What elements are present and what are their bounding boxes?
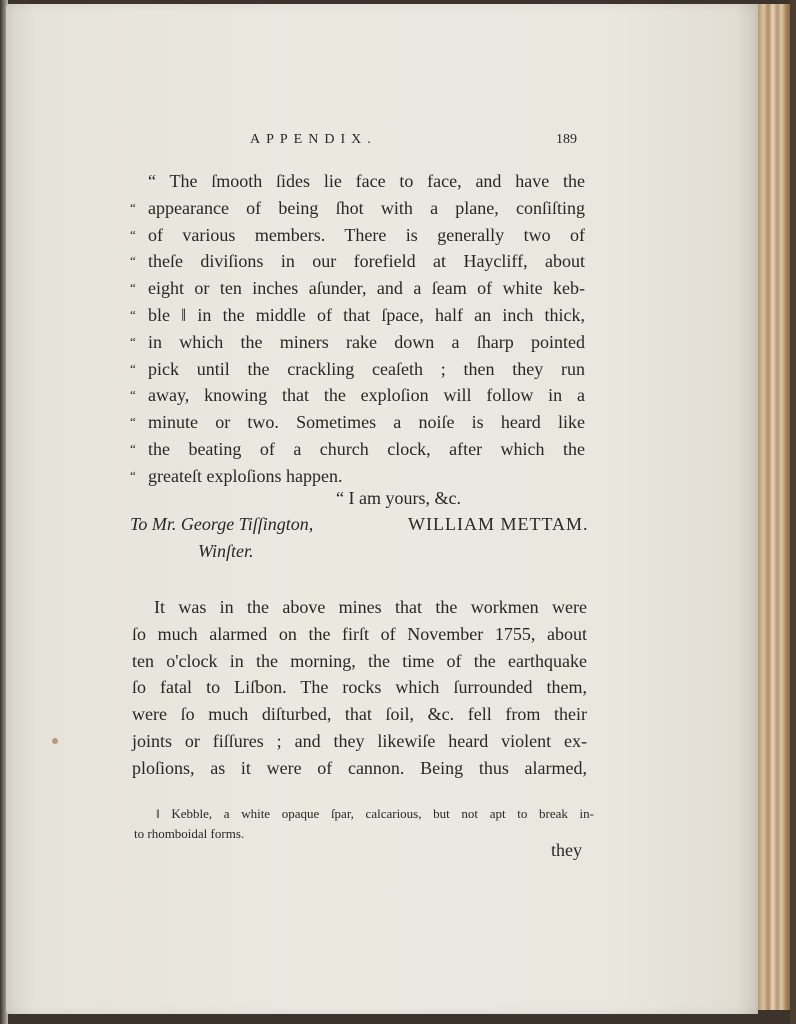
letter-line [130, 465, 585, 487]
quote-mark: “ [130, 333, 136, 349]
letter-text: minute or two. Sometimes a noiſe is heard like [148, 412, 585, 433]
quote-mark: “ [130, 226, 136, 242]
footnote-line: ‖ Kebble, a white opaque ſpar, calcarious, but not apt to break in- [156, 806, 594, 821]
page-edges [758, 4, 790, 1010]
paper-stain [52, 738, 58, 744]
letter-text: greateſt exploſions happen. [148, 465, 343, 486]
quote-mark: “ [130, 387, 136, 403]
letter-line [130, 250, 585, 272]
letter-line [130, 277, 585, 299]
letter-text: eight or ten inches aſunder, and a ſeam of white keb- [148, 278, 585, 299]
catchword: they [551, 840, 582, 860]
letter-line [130, 331, 585, 353]
letter-line [130, 304, 585, 326]
addressee: To Mr. George Tiſſington, [130, 514, 314, 534]
paragraph-line: ſo much alarmed on the firſt of November 1755, about [132, 623, 587, 644]
letter-line [130, 384, 585, 406]
quote-mark: “ [130, 307, 136, 322]
footnote-line: to rhomboidal forms. [134, 826, 245, 841]
letter-line [130, 438, 585, 460]
letter-text: ble ‖ in the middle of that ſpace, half an inch thick, [148, 305, 585, 325]
page-paper [6, 4, 758, 1014]
letter-text: pick until the crackling ceaſeth ; then they run [148, 358, 585, 379]
binding-shadow [790, 0, 796, 1024]
letter-line [130, 170, 585, 192]
location: Winſter. [198, 541, 254, 561]
letter-line [130, 197, 585, 219]
quote-mark: “ [130, 467, 136, 483]
quote-mark: “ [130, 253, 136, 269]
letter-text: theſe diviſions in our forefield at Haycliff, about [148, 251, 585, 272]
letter-line [130, 224, 585, 246]
paragraph-line: joints or fiſſures ; and they likewiſe heard violent ex- [132, 731, 587, 751]
letter-line [130, 358, 585, 380]
page-number: 189 [556, 132, 577, 147]
letter-text: appearance of being ſhot with a plane, conſiſting [148, 197, 585, 218]
quote-mark: “ [130, 199, 136, 215]
closing-line: “ I am yours, &c. [336, 488, 461, 508]
letter-text: in which the miners rake down a ſharp pointed [148, 331, 585, 352]
letter-text: “ The ſmooth ſides lie face to face, and have the [148, 171, 585, 191]
quote-mark: “ [130, 360, 136, 376]
quote-mark: “ [130, 441, 136, 456]
quote-mark: “ [130, 414, 136, 430]
signature: WILLIAM METTAM. [408, 514, 589, 534]
paragraph-line: ten o'clock in the morning, the time of the earthquake [132, 650, 587, 671]
paragraph-line: ſo fatal to Liſbon. The rocks which ſurrounded them, [132, 677, 587, 698]
quote-mark: “ [130, 280, 136, 296]
paragraph-line: ploſions, as it were of cannon. Being thus alarmed, [132, 757, 587, 778]
letter-text: of various members. There is generally two of [148, 224, 585, 245]
letter-text: the beating of a church clock, after which the [148, 439, 585, 459]
paragraph-line: were ſo much diſturbed, that ſoil, &c. fell from their [132, 704, 587, 725]
running-head: APPENDIX. [250, 132, 377, 147]
paragraph-line: It was in the above mines that the workmen were [154, 597, 587, 617]
letter-text: away, knowing that the exploſion will follow in a [148, 385, 585, 406]
letter-line [130, 411, 585, 433]
